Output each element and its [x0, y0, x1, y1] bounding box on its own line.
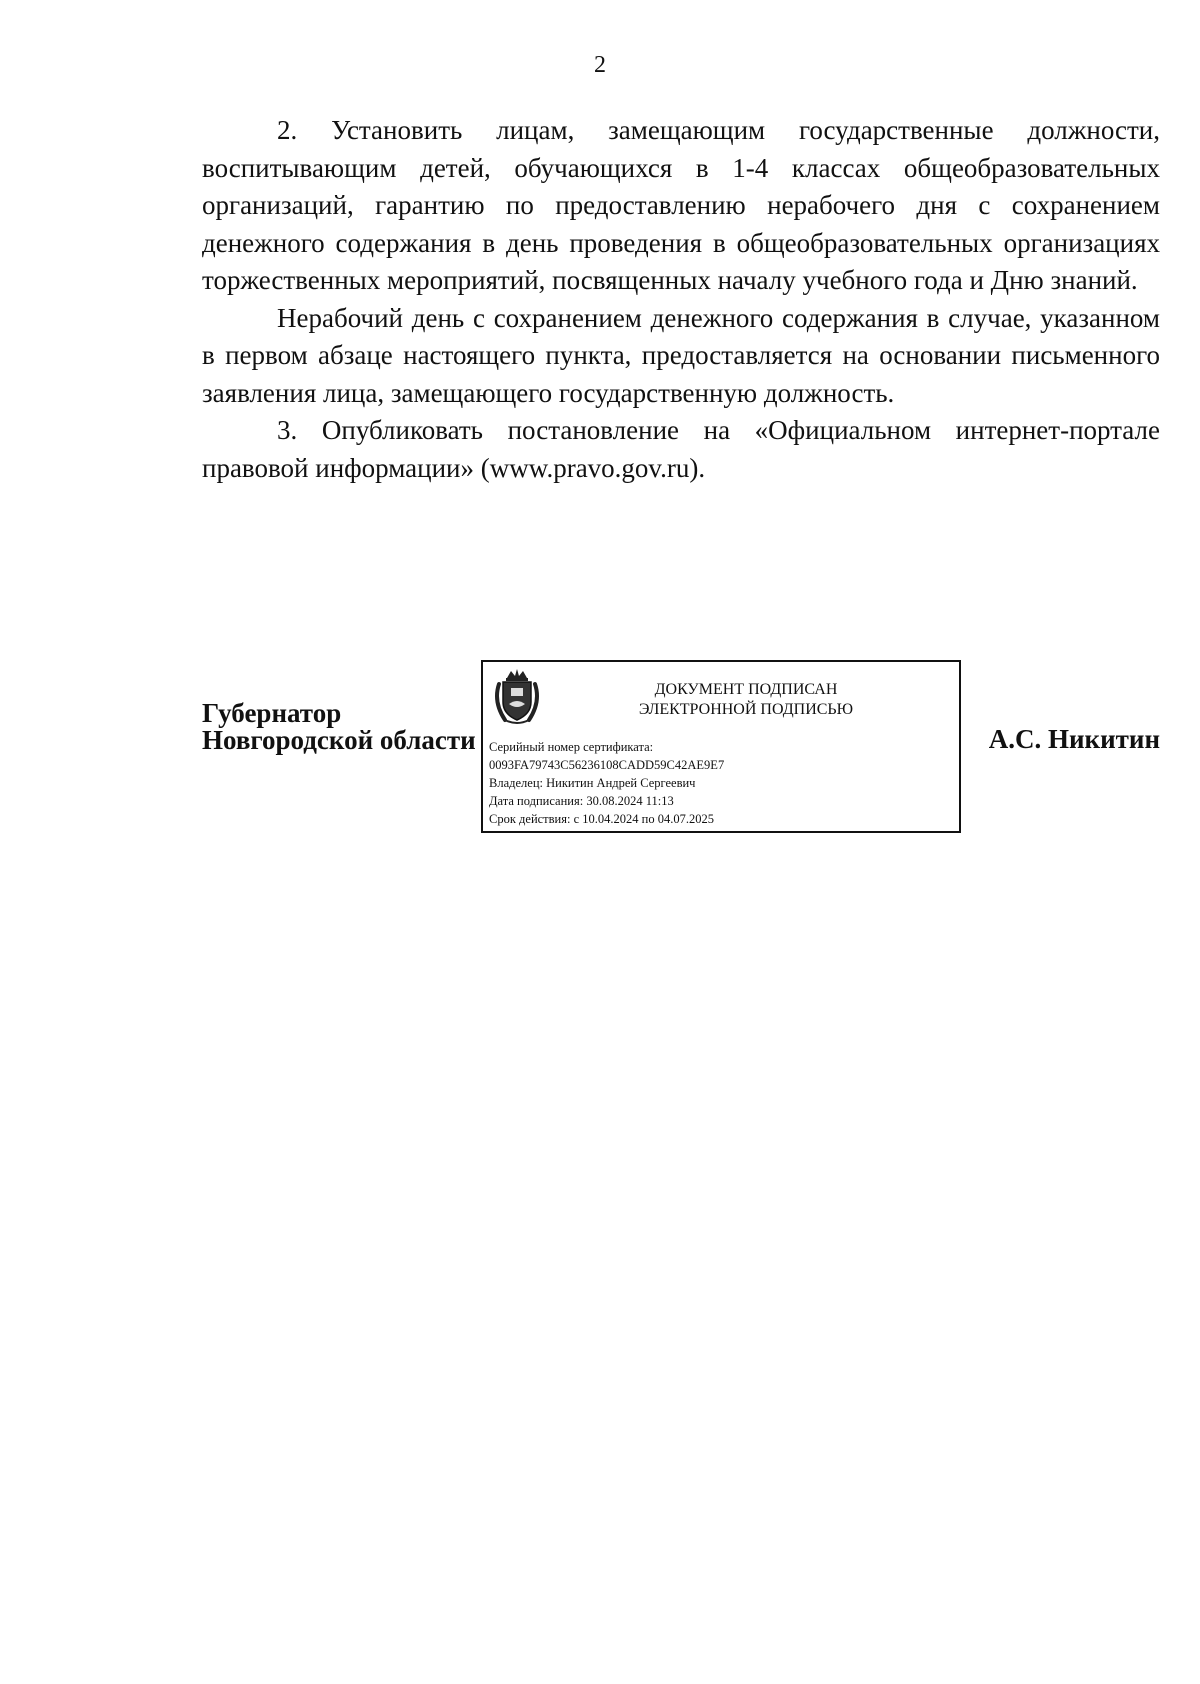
stamp-title-line1: ДОКУМЕНТ ПОДПИСАН [654, 681, 838, 698]
electronic-signature-stamp [481, 660, 961, 833]
signatory-name: А.С. Никитин [988, 724, 1160, 754]
signature-block [202, 660, 1160, 840]
document-body [202, 112, 1160, 487]
certificate-serial: 0093FA79743C56236108CADD59C42AE9E7 [489, 758, 725, 772]
paragraph-2: 2. Установить лицам, замещающим государственные должности, воспитывающим детей, обучающихся в 1-4 классах общеобразовательных организаций, гарантию по предоставлению нерабочего дня с сохранением денежного содержания в день проведения в общеобразовательных организациях торжественных мероприятий, посвященных началу учебного года и Дню знаний. [202, 115, 1160, 295]
stamp-details [489, 738, 724, 828]
stamp-title [543, 680, 949, 720]
certificate-serial-label: Серийный номер сертификата: [489, 740, 654, 754]
signatory-position-region: Новгородской области [202, 725, 476, 755]
coat-of-arms-icon [491, 668, 543, 728]
signatory-position [202, 700, 476, 754]
certificate-validity: Срок действия: с 10.04.2024 по 04.07.2025 [489, 812, 714, 826]
paragraph-2-continued: Нерабочий день с сохранением денежного содержания в случае, указанном в первом абзаце настоящего пункта, предоставляется на основании письменного заявления лица, замещающего государственную должность. [202, 302, 1160, 408]
signing-date: Дата подписания: 30.08.2024 11:13 [489, 794, 674, 808]
paragraph-3: 3. Опубликовать постановление на «Официальном интернет-портале правовой информации» (www.pravo.gov.ru). [202, 415, 1160, 483]
signatory-position-title: Губернатор [202, 698, 342, 728]
stamp-title-line2: ЭЛЕКТРОННОЙ ПОДПИСЬЮ [638, 701, 854, 718]
page-number: 2 [594, 52, 606, 78]
certificate-owner: Владелец: Никитин Андрей Сергеевич [489, 776, 696, 790]
